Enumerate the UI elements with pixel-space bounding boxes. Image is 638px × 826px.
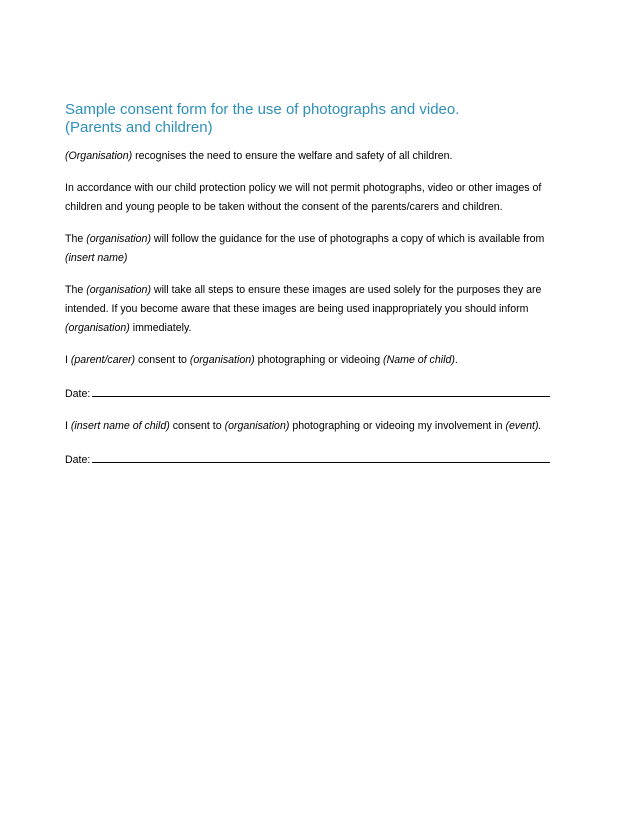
date-field-child[interactable] xyxy=(92,449,550,463)
org-placeholder: (organisation) xyxy=(65,322,130,334)
org-placeholder: (organisation) xyxy=(86,233,151,245)
paragraph-line: intended. If you become aware that these images are being used inappropriately you should inform xyxy=(65,303,529,315)
date-row-child xyxy=(65,449,550,470)
paragraph-guidance xyxy=(65,230,550,268)
name-placeholder: (insert name) xyxy=(65,252,128,264)
org-placeholder: (organisation) xyxy=(224,420,290,432)
paragraph-text: photographing or videoing my involvement in xyxy=(289,420,506,432)
paragraph-text: The xyxy=(65,284,87,296)
paragraph-text: I xyxy=(65,420,71,432)
paragraph-text: recognises the need to ensure the welfare and safety of all children. xyxy=(132,150,453,162)
org-placeholder: (Organisation) xyxy=(65,150,133,162)
paragraph-text: immediately. xyxy=(129,322,192,334)
paragraph-policy xyxy=(65,179,550,217)
child-placeholder: (insert name of child) xyxy=(70,420,170,432)
date-label: Date: xyxy=(65,454,91,466)
child-consent-statement xyxy=(65,417,550,436)
consent-form xyxy=(65,101,550,483)
paragraph-text: consent to xyxy=(135,354,190,366)
date-label: Date: xyxy=(65,388,91,400)
org-placeholder: (organisation) xyxy=(189,354,255,366)
paragraph-purposes xyxy=(65,281,550,338)
paragraph-text: . xyxy=(454,354,458,366)
paragraph-welfare xyxy=(65,147,550,166)
date-row-parent xyxy=(65,383,550,404)
date-field-parent[interactable] xyxy=(92,383,550,397)
paragraph-line: In accordance with our child protection policy we will not permit photographs, video or other images of xyxy=(65,182,542,194)
paragraph-text: The xyxy=(65,233,87,245)
parent-consent-statement xyxy=(65,351,550,370)
form-title-line-1: Sample consent form for the use of photographs and video. xyxy=(65,101,460,118)
paragraph-text: photographing or videoing xyxy=(254,354,384,366)
event-placeholder: (event). xyxy=(505,420,542,432)
paragraph-text: consent to xyxy=(169,420,225,432)
paragraph-text: will take all steps to ensure these images are used solely for the purposes they are xyxy=(150,284,542,296)
form-title-line-2: (Parents and children) xyxy=(65,119,213,136)
parent-placeholder: (parent/carer) xyxy=(70,354,136,366)
paragraph-text: I xyxy=(65,354,71,366)
org-placeholder: (organisation) xyxy=(86,284,151,296)
form-title xyxy=(65,101,550,137)
paragraph-line: children and young people to be taken without the consent of the parents/carers and children. xyxy=(65,201,503,213)
child-placeholder: (Name of child) xyxy=(383,354,455,366)
paragraph-text: will follow the guidance for the use of photographs a copy of which is available from xyxy=(150,233,545,245)
